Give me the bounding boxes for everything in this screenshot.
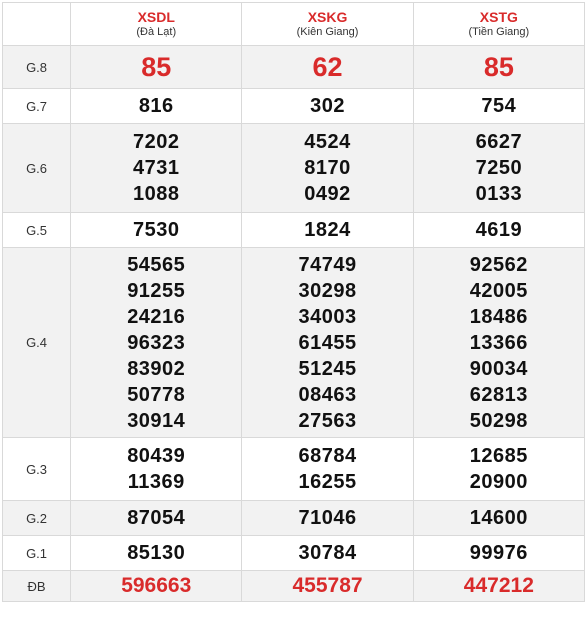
prize-number: 85 xyxy=(483,52,514,82)
prize-number: 754 xyxy=(481,95,517,117)
prize-number: 85130 xyxy=(127,542,186,564)
prize-cell xyxy=(242,89,413,124)
prize-number: 30298 xyxy=(298,279,357,302)
prize-cell xyxy=(242,213,413,248)
prize-number: 87054 xyxy=(127,507,186,529)
prize-number: 68784 xyxy=(298,445,357,467)
province-code: XSKG xyxy=(307,9,348,25)
prize-number: 50298 xyxy=(469,409,528,432)
prize-number: 8170 xyxy=(304,157,351,179)
header-row xyxy=(3,3,585,46)
prize-cell xyxy=(71,46,242,89)
prize-row-db xyxy=(3,571,585,602)
header-xstg[interactable] xyxy=(413,3,584,46)
prize-cell xyxy=(413,124,584,213)
province-code: XSTG xyxy=(479,9,518,25)
prize-cell xyxy=(413,89,584,124)
prize-number: 20900 xyxy=(469,471,528,493)
prize-number: 62813 xyxy=(469,383,528,406)
prize-cell xyxy=(71,571,242,602)
prize-cell xyxy=(71,536,242,571)
prize-number: 6627 xyxy=(475,131,523,153)
prize-number: 596663 xyxy=(121,574,192,597)
prize-number: 99976 xyxy=(469,542,528,564)
prize-label: G.2 xyxy=(3,501,71,536)
prize-row-g8 xyxy=(3,46,585,89)
prize-number: 34003 xyxy=(298,305,357,328)
prize-number: 42005 xyxy=(469,279,528,302)
province-name: (Tiền Giang) xyxy=(468,26,530,38)
prize-cell xyxy=(242,248,413,438)
prize-cell xyxy=(413,571,584,602)
prize-number: 91255 xyxy=(127,279,186,302)
prize-number: 27563 xyxy=(298,409,357,432)
prize-label: G.8 xyxy=(3,46,71,89)
prize-cell xyxy=(71,501,242,536)
prize-number: 30914 xyxy=(127,409,186,432)
prize-cell xyxy=(413,248,584,438)
prize-number: 4731 xyxy=(133,157,180,179)
prize-label: G.5 xyxy=(3,213,71,248)
prize-cell xyxy=(71,124,242,213)
prize-number: 54565 xyxy=(127,253,186,276)
prize-number: 447212 xyxy=(463,574,534,597)
prize-number: 62 xyxy=(312,52,343,82)
prize-label: G.1 xyxy=(3,536,71,571)
prize-number: 24216 xyxy=(127,305,186,328)
prize-cell xyxy=(242,571,413,602)
prize-cell xyxy=(242,536,413,571)
prize-number: 85 xyxy=(141,52,172,82)
prize-number: 61455 xyxy=(298,331,357,354)
prize-cell xyxy=(413,438,584,501)
prize-number: 1088 xyxy=(133,183,180,205)
prize-number: 71046 xyxy=(298,507,357,529)
prize-label: G.7 xyxy=(3,89,71,124)
prize-number: 83902 xyxy=(127,357,186,380)
prize-number: 302 xyxy=(310,95,345,117)
results-table xyxy=(2,2,585,602)
prize-number: 80439 xyxy=(127,445,186,467)
prize-cell xyxy=(242,124,413,213)
province-name: (Đà Lạt) xyxy=(136,26,177,38)
header-xsdl[interactable] xyxy=(71,3,242,46)
prize-cell xyxy=(413,46,584,89)
prize-label: G.3 xyxy=(3,438,71,501)
prize-row-g5 xyxy=(3,213,585,248)
prize-cell xyxy=(413,501,584,536)
prize-label: ĐB xyxy=(3,571,71,602)
prize-row-g3 xyxy=(3,438,585,501)
prize-number: 7530 xyxy=(133,219,180,241)
prize-cell xyxy=(71,89,242,124)
prize-number: 816 xyxy=(138,95,174,117)
prize-number: 16255 xyxy=(298,471,357,493)
province-code: XSDL xyxy=(137,9,175,25)
prize-row-g1 xyxy=(3,536,585,571)
prize-cell xyxy=(71,213,242,248)
header-corner xyxy=(3,3,71,46)
prize-cell xyxy=(413,213,584,248)
prize-number: 4619 xyxy=(475,219,523,241)
prize-number: 96323 xyxy=(127,331,186,354)
province-name: (Kiên Giang) xyxy=(296,26,359,38)
prize-number: 30784 xyxy=(298,542,357,564)
prize-row-g4 xyxy=(3,248,585,438)
prize-number: 12685 xyxy=(469,445,528,467)
prize-number: 11369 xyxy=(127,471,185,493)
prize-cell xyxy=(71,438,242,501)
prize-number: 1824 xyxy=(304,219,351,241)
prize-row-g6 xyxy=(3,124,585,213)
prize-number: 08463 xyxy=(298,383,357,406)
prize-cell xyxy=(242,438,413,501)
prize-number: 7202 xyxy=(133,131,180,153)
prize-label: G.6 xyxy=(3,124,71,213)
prize-number: 14600 xyxy=(469,507,528,529)
prize-number: 18486 xyxy=(469,305,528,328)
prize-row-g2 xyxy=(3,501,585,536)
prize-number: 0492 xyxy=(304,183,351,205)
lottery-results xyxy=(0,2,587,618)
prize-number: 92562 xyxy=(469,253,528,276)
prize-number: 90034 xyxy=(469,357,528,380)
prize-number: 7250 xyxy=(475,157,523,179)
prize-cell xyxy=(242,46,413,89)
prize-number: 0133 xyxy=(475,183,523,205)
prize-cell xyxy=(242,501,413,536)
prize-number: 51245 xyxy=(298,357,357,380)
header-xskg[interactable] xyxy=(242,3,413,46)
prize-row-g7 xyxy=(3,89,585,124)
prize-label: G.4 xyxy=(3,248,71,438)
prize-number: 74749 xyxy=(298,253,357,276)
prize-cell xyxy=(413,536,584,571)
prize-number: 455787 xyxy=(292,574,363,597)
prize-cell xyxy=(71,248,242,438)
prize-number: 4524 xyxy=(304,131,351,153)
prize-number: 50778 xyxy=(127,383,186,406)
prize-number: 13366 xyxy=(469,331,528,354)
